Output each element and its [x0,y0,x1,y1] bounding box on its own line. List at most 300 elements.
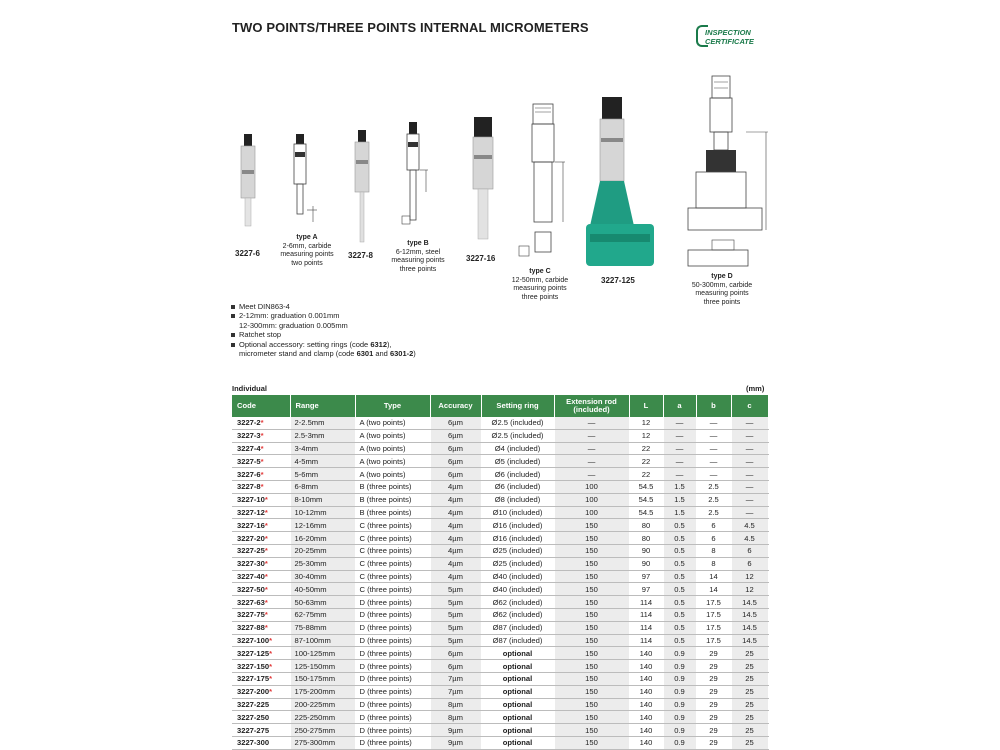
cell-acc: 6µm [430,660,481,673]
cell-l: 90 [629,544,663,557]
cell-c: 25 [731,711,768,724]
cell-code: 3227-40* [232,570,290,583]
table-row [232,544,768,557]
cell-code: 3227-300 [232,736,290,749]
column-header-setting-ring: Setting ring [481,395,554,417]
product-code-label: 3227-8 [348,251,373,260]
cell-acc: 5µm [430,634,481,647]
cell-ring: Ø62 (included) [481,596,554,609]
type-c-drawing [505,100,573,266]
table-row [232,634,768,647]
cell-l: 114 [629,596,663,609]
cell-ring: Ø16 (included) [481,532,554,545]
type-a-caption [272,234,342,268]
cell-acc: 4µm [430,532,481,545]
type-d-line2: measuring points [695,290,749,297]
cell-acc: 4µm [430,506,481,519]
cert-line-2: CERTIFICATE [705,37,754,46]
stock-star-icon: * [264,610,268,620]
column-header-type: Type [355,395,430,417]
cell-code: 3227-175* [232,672,290,685]
cell-c: — [731,493,768,506]
cell-type: C (three points) [355,532,430,545]
feature-text: ) [413,349,416,359]
cell-type: C (three points) [355,583,430,596]
cell-type: D (three points) [355,660,430,673]
cell-acc: 6µm [430,429,481,442]
cell-ext: 150 [554,711,629,724]
type-b-caption [380,240,456,274]
feature-text: Optional accessory: setting rings (code [239,339,371,349]
table-row [232,724,768,737]
type-d-line3: three points [703,298,741,306]
cell-ext: 150 [554,557,629,570]
cell-ring: optional [481,685,554,698]
type-b-drawing [398,120,438,238]
stock-star-icon: * [260,431,264,441]
cell-ext: — [554,455,629,468]
cell-code: 3227-150* [232,660,290,673]
cell-range: 62-75mm [290,608,355,621]
cell-l: 114 [629,621,663,634]
micrometer-3227-125-image [584,94,660,272]
feature-text: ), [387,339,392,349]
micrometer-3227-16-image [468,115,498,245]
cell-ring: Ø40 (included) [481,583,554,596]
cell-c: 25 [731,660,768,673]
cell-code: 3227-200* [232,685,290,698]
product-code-label: 3227-16 [466,254,496,263]
cell-a: 0.5 [663,608,696,621]
cell-l: 22 [629,468,663,481]
cell-a: 0.5 [663,557,696,570]
feature-text: and [373,349,390,359]
cell-c: 4.5 [731,532,768,545]
cell-ext: 150 [554,532,629,545]
column-header-c: c [731,395,768,417]
cell-c: — [731,480,768,493]
table-row [232,468,768,481]
cell-b: 29 [696,698,731,711]
cell-range: 6-8mm [290,480,355,493]
cell-ring: optional [481,647,554,660]
cell-range: 2.5-3mm [290,429,355,442]
cell-ring: Ø10 (included) [481,506,554,519]
cell-ring: optional [481,711,554,724]
cell-c: — [731,442,768,455]
cell-range: 25-30mm [290,557,355,570]
cell-acc: 4µm [430,493,481,506]
stock-star-icon: * [264,571,268,581]
cell-code: 3227-75* [232,608,290,621]
cell-ring: Ø6 (included) [481,480,554,493]
cell-code: 3227-3* [232,429,290,442]
cell-acc: 7µm [430,672,481,685]
cell-l: 140 [629,711,663,724]
cell-range: 20-25mm [290,544,355,557]
cell-ext: — [554,468,629,481]
cell-range: 3-4mm [290,442,355,455]
cell-b: 29 [696,660,731,673]
type-a-drawing [287,132,327,230]
cell-range: 8-10mm [290,493,355,506]
cell-type: A (two points) [355,429,430,442]
cell-acc: 5µm [430,596,481,609]
clamp-code: 6301-2 [389,349,414,359]
cell-range: 200-225mm [290,698,355,711]
cell-type: A (two points) [355,442,430,455]
stock-star-icon: * [269,661,273,671]
cell-acc: 4µm [430,480,481,493]
type-a-line1: 2-6mm, carbide [282,242,332,250]
cell-a: 0.5 [663,583,696,596]
cell-c: — [731,506,768,519]
cell-ring: Ø87 (included) [481,621,554,634]
cell-b: 8 [696,557,731,570]
cell-b: 17.5 [696,596,731,609]
cell-type: C (three points) [355,557,430,570]
cell-code: 3227-8* [232,480,290,493]
setting-ring-code: 6312 [370,339,387,349]
cell-b: 2.5 [696,480,731,493]
cell-c: — [731,429,768,442]
table-row [232,698,768,711]
cell-a: 0.9 [663,724,696,737]
cell-a: 1.5 [663,493,696,506]
cell-range: 12-16mm [290,519,355,532]
cell-type: C (three points) [355,519,430,532]
cell-ext: — [554,417,629,429]
cell-ring: Ø40 (included) [481,570,554,583]
cell-acc: 6µm [430,442,481,455]
cell-ext: 150 [554,596,629,609]
cell-ext: 150 [554,647,629,660]
column-header-accuracy: Accuracy [430,395,481,417]
cell-acc: 4µm [430,519,481,532]
cell-l: 97 [629,570,663,583]
type-c-line2: measuring points [513,285,567,292]
cell-b: — [696,429,731,442]
cell-a: 0.5 [663,621,696,634]
cell-range: 75-88mm [290,621,355,634]
cell-acc: 6µm [430,647,481,660]
product-code-label: 3227-6 [235,249,260,258]
cell-range: 87-100mm [290,634,355,647]
cell-range: 16-20mm [290,532,355,545]
cell-c: 14.5 [731,621,768,634]
cell-acc: 6µm [430,468,481,481]
cell-c: 12 [731,570,768,583]
cell-ext: 150 [554,724,629,737]
stock-star-icon: * [264,507,268,517]
cell-range: 250-275mm [290,724,355,737]
cell-type: D (three points) [355,724,430,737]
cell-ext: 150 [554,621,629,634]
type-d-caption [682,273,762,307]
type-c-name: type C [529,268,551,275]
table-row [232,493,768,506]
cell-acc: 7µm [430,685,481,698]
cell-b: 17.5 [696,608,731,621]
stock-star-icon: * [264,520,268,530]
cell-l: 114 [629,608,663,621]
cell-l: 140 [629,647,663,660]
cell-range: 275-300mm [290,736,355,749]
type-b-name: type B [407,240,429,247]
stock-star-icon: * [264,584,268,594]
cell-code: 3227-125* [232,647,290,660]
table-row [232,506,768,519]
column-header-b: b [696,395,731,417]
cell-l: 54.5 [629,493,663,506]
cell-acc: 5µm [430,583,481,596]
cell-acc: 6µm [430,417,481,429]
stock-star-icon: * [264,623,268,633]
feature-item-continued [230,349,416,358]
cell-code: 3227-12* [232,506,290,519]
cell-c: 12 [731,583,768,596]
cell-range: 50-63mm [290,596,355,609]
inspection-certificate-logo [696,25,768,47]
cell-ext: 150 [554,736,629,749]
cell-a: — [663,468,696,481]
cell-acc: 9µm [430,724,481,737]
table-row [232,429,768,442]
type-d-name: type D [711,273,733,280]
table-unit: (mm) [746,384,765,393]
table-row [232,672,768,685]
type-d-line1: 50-300mm, carbide [691,281,753,289]
cell-l: 22 [629,442,663,455]
type-a-line2: measuring points [280,251,334,258]
cell-type: D (three points) [355,711,430,724]
cell-a: 0.9 [663,736,696,749]
cell-code: 3227-63* [232,596,290,609]
cell-ext: 150 [554,698,629,711]
cell-code: 3227-2* [232,417,290,429]
micrometer-3227-8-image [351,128,373,246]
cell-type: B (three points) [355,506,430,519]
cell-acc: 4µm [430,544,481,557]
table-row [232,621,768,634]
cell-l: 54.5 [629,480,663,493]
cell-a: 0.9 [663,647,696,660]
cell-a: — [663,442,696,455]
cell-l: 140 [629,724,663,737]
cell-a: 0.5 [663,596,696,609]
cell-c: 25 [731,647,768,660]
cell-l: 54.5 [629,506,663,519]
cell-acc: 6µm [430,455,481,468]
cell-code: 3227-250 [232,711,290,724]
cell-acc: 8µm [430,711,481,724]
type-c-caption [505,268,575,302]
cell-ring: optional [481,698,554,711]
cell-type: D (three points) [355,736,430,749]
cell-ring: optional [481,736,554,749]
table-row [232,480,768,493]
stock-star-icon: * [264,559,268,569]
stand-code: 6301 [356,349,374,359]
cell-c: 6 [731,557,768,570]
cell-b: 29 [696,724,731,737]
cell-b: 2.5 [696,493,731,506]
stock-star-icon: * [260,456,264,466]
product-code-label: 3227-125 [601,276,635,285]
cell-range: 40-50mm [290,583,355,596]
cell-code: 3227-20* [232,532,290,545]
table-row [232,417,768,429]
feature-item: Meet DIN863-4 [230,302,416,311]
cell-l: 12 [629,429,663,442]
cell-type: C (three points) [355,570,430,583]
stock-star-icon: * [260,418,264,428]
cell-b: 29 [696,711,731,724]
table-row [232,736,768,749]
cell-l: 140 [629,736,663,749]
cell-ring: optional [481,724,554,737]
cell-l: 140 [629,660,663,673]
cell-a: 0.9 [663,660,696,673]
cell-c: — [731,468,768,481]
cell-code: 3227-10* [232,493,290,506]
cell-l: 140 [629,698,663,711]
cell-range: 2-2.5mm [290,417,355,429]
type-b-line3: three points [399,265,437,273]
cell-range: 225-250mm [290,711,355,724]
table-row [232,570,768,583]
table-row [232,608,768,621]
feature-text: micrometer stand and clamp (code [239,349,357,359]
cell-ring: Ø4 (included) [481,442,554,455]
stock-star-icon: * [264,597,268,607]
cell-c: 25 [731,724,768,737]
cell-code: 3227-4* [232,442,290,455]
stock-star-icon: * [269,648,273,658]
column-header-extension-rod: Extension rod (included) [554,395,629,417]
stock-star-icon: * [269,635,273,645]
cell-b: 6 [696,532,731,545]
table-row [232,660,768,673]
cell-b: 29 [696,736,731,749]
cell-code: 3227-16* [232,519,290,532]
cell-l: 80 [629,519,663,532]
cell-c: 14.5 [731,596,768,609]
column-header-l: L [629,395,663,417]
stock-star-icon: * [264,533,268,543]
cell-a: 0.5 [663,544,696,557]
cell-c: 25 [731,685,768,698]
cell-type: B (three points) [355,480,430,493]
cell-ext: 150 [554,672,629,685]
cell-l: 22 [629,455,663,468]
features-list [230,302,416,358]
type-a-name: type A [296,234,318,241]
cell-ring: Ø2.5 (included) [481,429,554,442]
table-caption: Individual [232,384,268,393]
cell-type: A (two points) [355,468,430,481]
cell-b: — [696,417,731,429]
cell-a: — [663,417,696,429]
cell-acc: 5µm [430,621,481,634]
table-row [232,519,768,532]
cell-b: 17.5 [696,634,731,647]
cell-l: 97 [629,583,663,596]
cell-c: 25 [731,672,768,685]
table-row [232,685,768,698]
cell-b: — [696,442,731,455]
column-header-code: Code [232,395,290,417]
cell-code: 3227-88* [232,621,290,634]
cell-l: 80 [629,532,663,545]
stock-star-icon: * [269,674,273,684]
cell-c: 25 [731,736,768,749]
cell-c: — [731,417,768,429]
column-header-range: Range [290,395,355,417]
stock-star-icon: * [264,546,268,556]
cell-a: 1.5 [663,480,696,493]
cell-type: A (two points) [355,455,430,468]
stock-star-icon: * [264,495,268,505]
cell-c: 25 [731,698,768,711]
cell-b: — [696,468,731,481]
cell-ring: Ø87 (included) [481,634,554,647]
table-row [232,596,768,609]
cell-code: 3227-275 [232,724,290,737]
cell-b: 14 [696,570,731,583]
cell-type: D (three points) [355,608,430,621]
cell-l: 90 [629,557,663,570]
cell-type: C (three points) [355,544,430,557]
page-title: TWO POINTS/THREE POINTS INTERNAL MICROMETERS [232,20,589,35]
cell-acc: 9µm [430,736,481,749]
cell-type: D (three points) [355,685,430,698]
type-a-line3: two points [291,259,323,267]
cell-a: 0.9 [663,698,696,711]
cell-ring: Ø25 (included) [481,557,554,570]
table-header-row [232,395,768,417]
cell-a: 0.5 [663,634,696,647]
type-b-line2: measuring points [391,257,445,264]
type-d-drawing [668,72,772,272]
type-c-line1: 12-50mm, carbide [511,276,569,284]
cell-c: 14.5 [731,608,768,621]
cell-b: 17.5 [696,621,731,634]
cell-ring: Ø8 (included) [481,493,554,506]
cell-ext: — [554,442,629,455]
cell-b: 14 [696,583,731,596]
cell-a: — [663,429,696,442]
cell-ext: 100 [554,493,629,506]
cell-ext: 100 [554,480,629,493]
cell-ext: 150 [554,544,629,557]
cell-a: — [663,455,696,468]
cell-a: 0.9 [663,672,696,685]
cell-ext: 150 [554,570,629,583]
cell-b: 29 [696,672,731,685]
cell-a: 0.9 [663,685,696,698]
cell-code: 3227-225 [232,698,290,711]
cell-ring: optional [481,672,554,685]
cell-l: 114 [629,634,663,647]
cell-ring: Ø5 (included) [481,455,554,468]
cell-range: 4-5mm [290,455,355,468]
cell-range: 100-125mm [290,647,355,660]
cell-range: 125-150mm [290,660,355,673]
cell-code: 3227-5* [232,455,290,468]
cell-code: 3227-50* [232,583,290,596]
cell-acc: 8µm [430,698,481,711]
